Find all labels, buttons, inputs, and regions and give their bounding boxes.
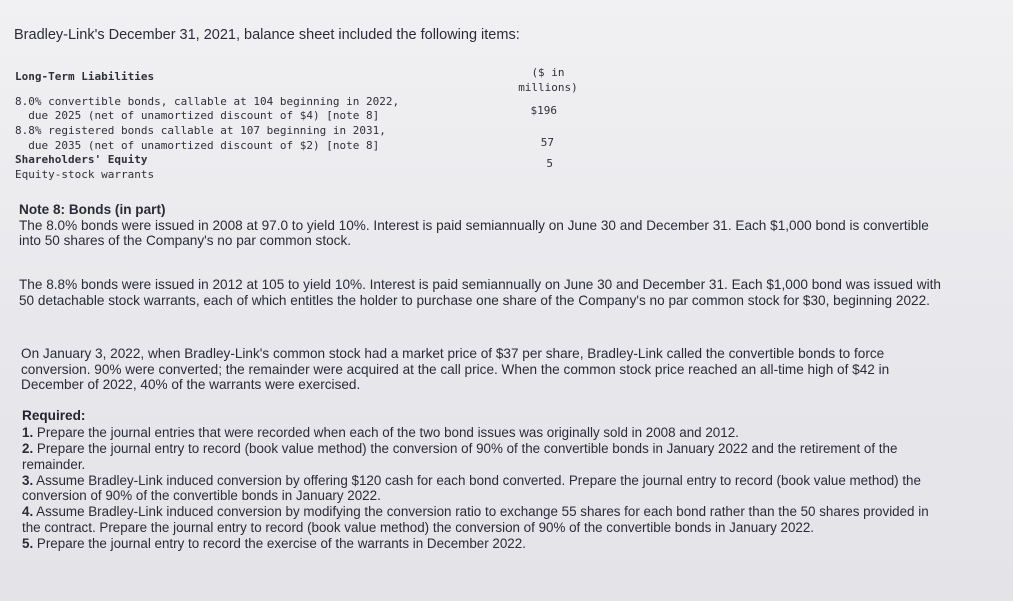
- item-number: 4.: [22, 504, 34, 520]
- required-list: [22, 425, 942, 552]
- required-item-2: [22, 441, 942, 472]
- item-text: Prepare the journal entry to record the exercise of the warrants in December 2022.: [36, 536, 526, 552]
- row-1-line-1: 8.0% convertible bonds, callable at 104 beginning in 2022,: [15, 95, 400, 108]
- note-paragraph-3: On January 3, 2022, when Bradley-Link's common stock had a market price of $37 per share, Bradley-Link called the convertible bonds to force conversion. 90% were converted; the remainder were acquired at the call price. When the common stock price reached an all-time high of $42 in December of 2022, 40% of the warrants were exercised.: [21, 346, 890, 392]
- item-text: Prepare the journal entries that were recorded when each of the two bond issues was originally sold in 2008 and 2012.: [36, 425, 739, 440]
- warrants-label: Equity-stock warrants: [15, 168, 155, 181]
- warrants-amount: 5: [546, 157, 553, 170]
- required-item-1: [22, 425, 942, 441]
- note-heading: Note 8: Bonds (in part): [19, 202, 166, 217]
- row-2-line-1: 8.8% registered bonds callable at 107 beginning in 2031,: [15, 124, 386, 137]
- intro-text: Bradley-Link's December 31, 2021, balance sheet included the following items:: [14, 27, 520, 43]
- units-line-1: ($ in: [531, 66, 565, 79]
- required-item-5: [22, 536, 942, 552]
- item-number: 2.: [22, 441, 34, 457]
- row-1-line-2: due 2025 (net of unamortized discount of $4) [note 8]: [15, 109, 380, 122]
- item-text: Assume Bradley-Link induced conversion by offering $120 cash for each bond converted. Prepare the journal entry to record (book value method) the conversion of 90% of the convertible bonds in January 2022.: [22, 472, 921, 504]
- required-heading: Required:: [22, 408, 86, 423]
- row-2-amount: 57: [540, 136, 554, 149]
- note-paragraph-1: The 8.0% bonds were issued in 2008 at 97.0 to yield 10%. Interest is paid semiannually on June 30 and December 31. Each $1,000 bond is convertible into 50 shares of the Company's no par common stock.: [19, 217, 929, 248]
- units-line-2: millions): [518, 80, 578, 94]
- row-2-line-2: due 2035 (net of unamortized discount of $2) [note 8]: [15, 139, 380, 152]
- item-number: 1.: [22, 425, 34, 440]
- units-label: [508, 66, 588, 95]
- item-number: 3.: [22, 472, 34, 488]
- item-text: Prepare the journal entry to record (book value method) the conversion of 90% of the convertible bonds in January 2022 and the retirement of the remainder.: [22, 441, 898, 472]
- equity-heading: Shareholders' Equity: [15, 153, 148, 166]
- item-text: Assume Bradley-Link induced conversion by modifying the conversion ratio to exchange 55 shares for each bond rather than the 50 shares provided in the contract. Prepare the journal entry to record (book value method) the conversion of 90% of the convertible bonds in January 2022.: [22, 504, 929, 536]
- row-1-amount: $196: [530, 104, 557, 117]
- item-number: 5.: [22, 536, 34, 552]
- required-item-4: [22, 504, 942, 535]
- required-item-3: [22, 473, 942, 504]
- note-8: [19, 202, 959, 249]
- liabilities-heading: Long-Term Liabilities: [15, 70, 155, 83]
- note-paragraph-2: The 8.8% bonds were issued in 2012 at 105 to yield 10%. Interest is paid semiannually on June 30 and December 31. Each $1,000 bond was issued with 50 detachable stock warrants, each of which entitles the holder to purchase one share of the Company's no par common stock for $30, beginning 2022.: [19, 277, 941, 308]
